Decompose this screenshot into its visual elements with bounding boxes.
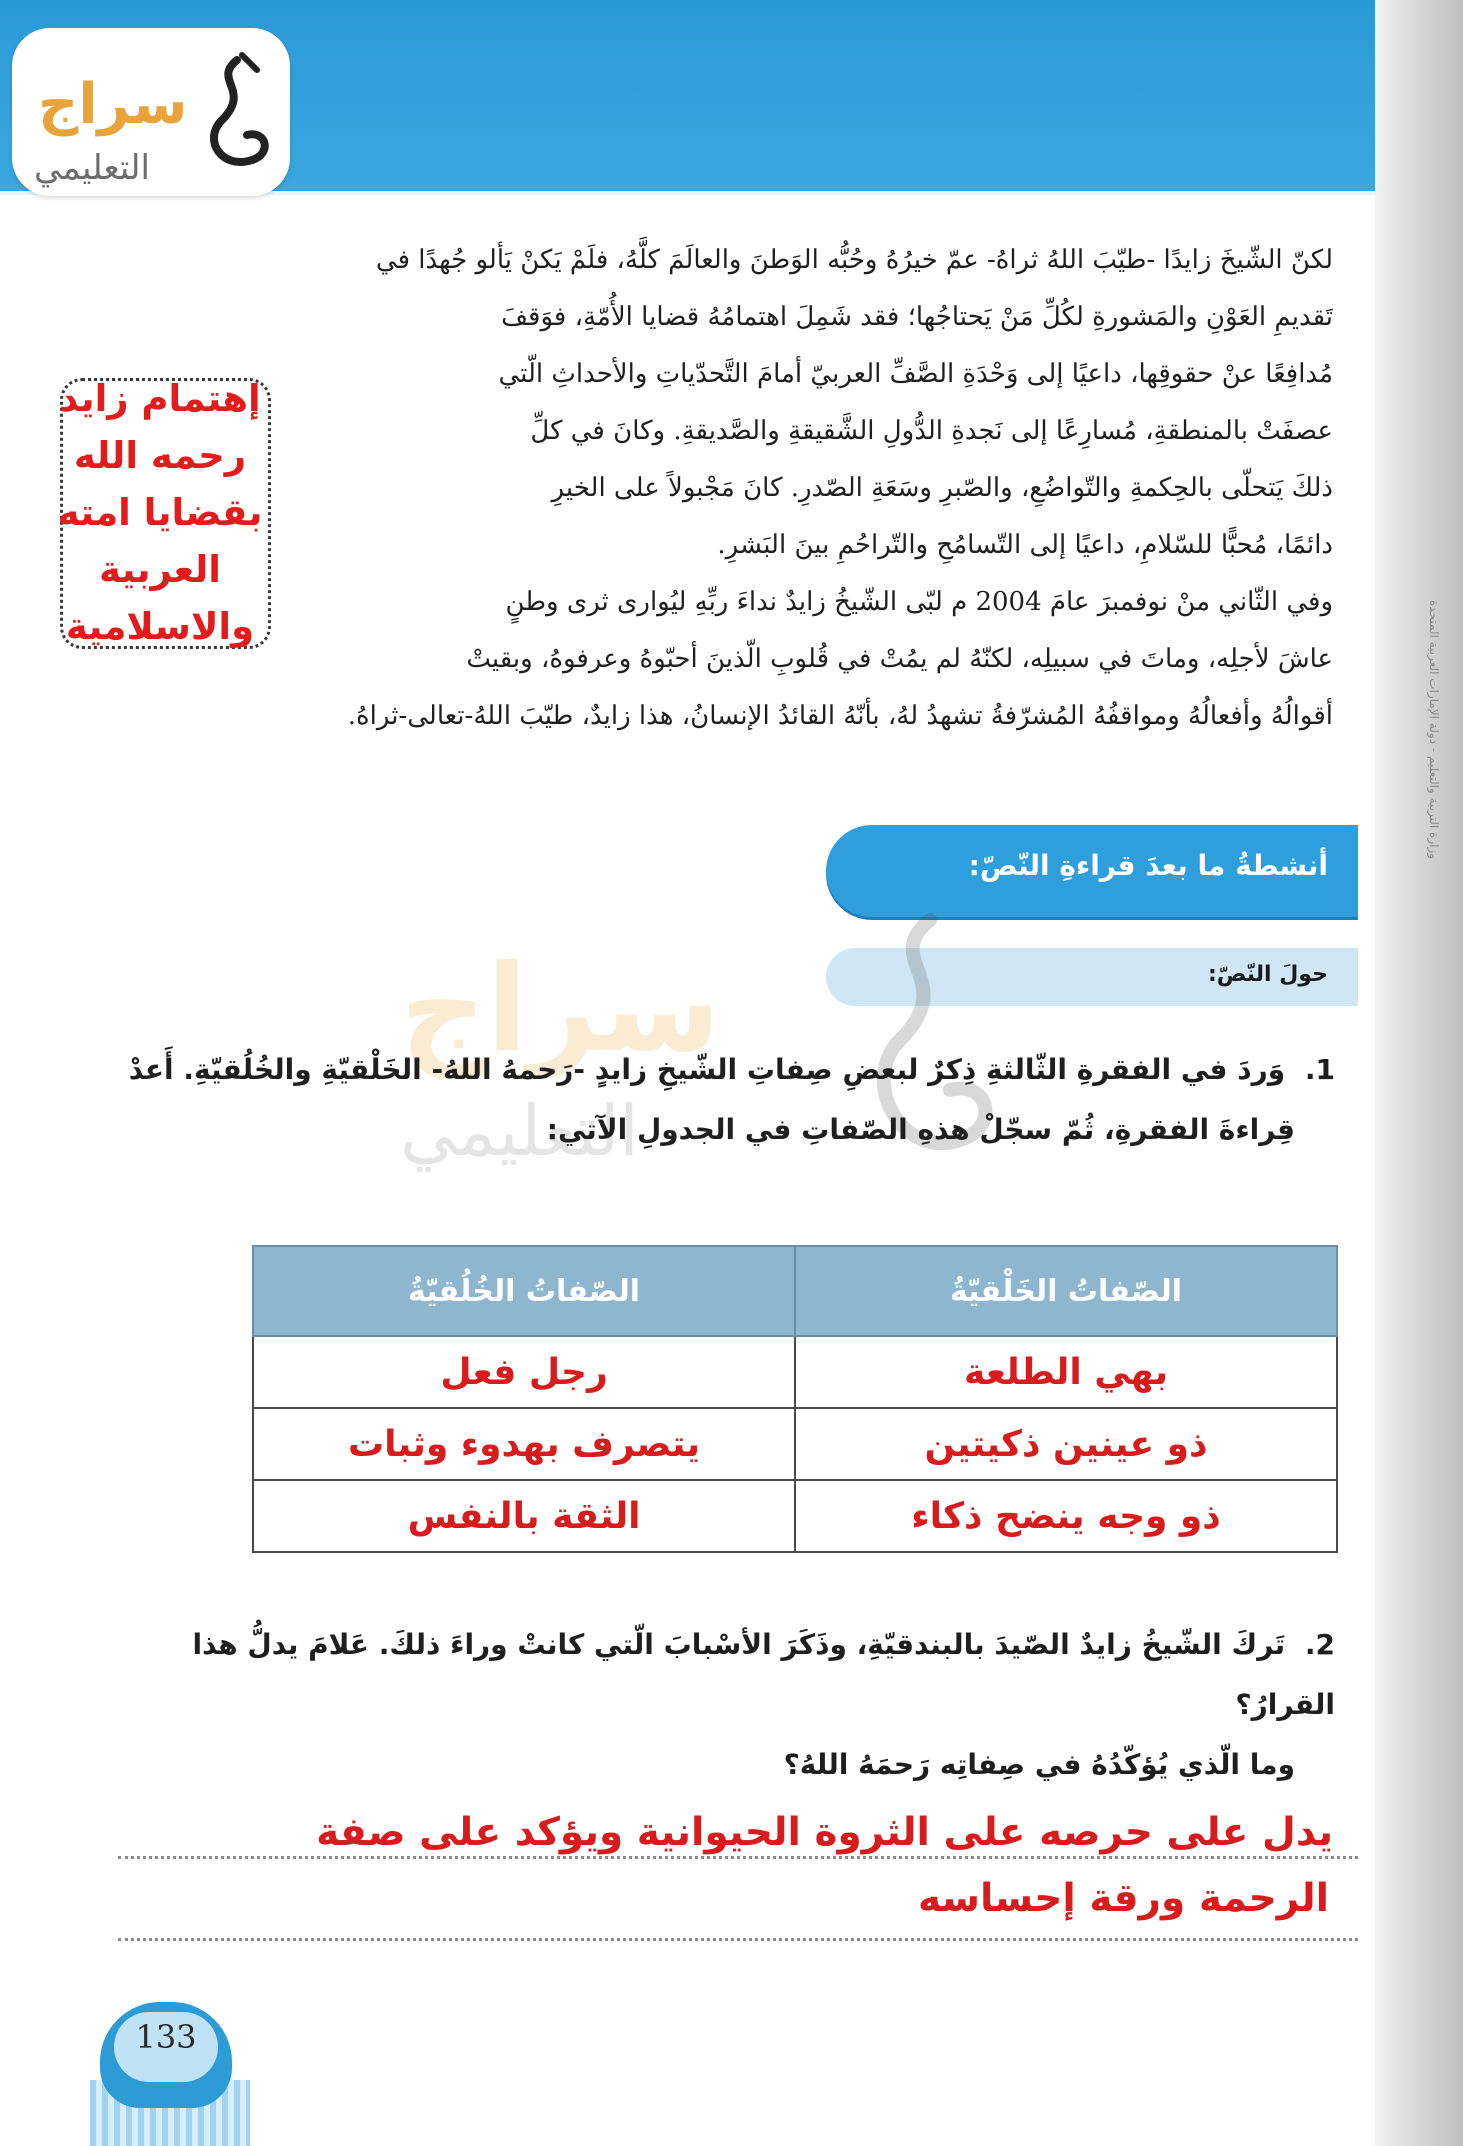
subsection-title: حولَ النّصّ: <box>1208 962 1328 987</box>
section-title: أنشطةُ ما بعدَ قراءةِ النّصّ: <box>968 849 1328 882</box>
body-line: أقوالُهُ وأفعالُهُ ومواقفُهُ المُشرّفةُ تشهدُ لهُ، بأنّهُ القائدُ الإنسانُ، هذا زايدٌ، طيّبَ اللهُ-تعالى-ثراهُ. <box>347 701 1333 731</box>
page-number-badge <box>100 2002 232 2108</box>
page-number: 133 <box>135 2018 197 2056</box>
column-header-moral: الصّفاتُ الخُلُقيّةُ <box>253 1246 795 1336</box>
body-line: ذلكَ يَتحلّى بالحِكمةِ والتّواضُعِ، والصّبرِ وسَعَةِ الصّدرِ. كانَ مَجْبولاً على الخيرِ <box>551 473 1333 503</box>
side-note-line: رحمه الله <box>73 434 247 477</box>
question-2-line <box>115 1615 1335 1735</box>
side-note <box>50 370 270 655</box>
question-2-line <box>115 1735 1335 1795</box>
book-spine <box>1375 0 1463 2146</box>
table-cell: بهي الطلعة <box>795 1336 1337 1408</box>
question-text: تَركَ الشّيخُ زايدٌ الصّيدَ بالبندقيّةِ، وذَكَرَ الأسْبابَ الّتي كانتْ وراءَ ذلكَ. عَلامَ يدلُّ هذا القرارُ؟ <box>192 1628 1335 1721</box>
question-1-line <box>115 1040 1335 1100</box>
body-line: وفي الثّاني منْ نوفمبرَ عامَ 2004 م لبّى الشّيخُ زايدٌ نداءَ ربِّهِ ليُوارى ثرى وطنٍ <box>505 587 1333 617</box>
answer-dotted-line <box>118 1938 1358 1941</box>
question-text: وما الّذي يُؤكّدُهُ في صِفاتِه رَحمَهُ اللهُ؟ <box>783 1748 1295 1781</box>
question-1 <box>115 1040 1335 1160</box>
table-cell: ذو عينين ذكيتين <box>795 1408 1337 1480</box>
table-row <box>253 1408 1337 1480</box>
body-line: عصفَتْ بالمنطقةِ، مُسارِعًا إلى نَجدةِ الدُّولِ الشَّقيقةِ والصَّديقةِ. وكانَ في كلِّ <box>530 416 1333 446</box>
answer-line: الرحمة ورقة إحساسه <box>917 1876 1329 1921</box>
body-paragraph <box>113 232 1333 745</box>
side-note-line: العربية <box>99 548 221 591</box>
side-note-line: والاسلامية <box>65 605 255 648</box>
answer <box>133 1800 1333 1932</box>
question-number: 2. <box>1304 1628 1335 1661</box>
logo-title: سراج <box>38 72 188 137</box>
side-note-line: بقضايا امته <box>57 491 263 534</box>
question-1-line <box>115 1100 1335 1160</box>
body-line: تَقديمِ العَوْنِ والمَشورةِ لكُلِّ مَنْ يَحتاجُها؛ فقد شَمِلَ اهتمامُهُ قضايا الأُمّةِ، فوَقفَ <box>501 302 1333 332</box>
table-cell: الثقة بالنفس <box>253 1480 795 1552</box>
calligraphy-icon <box>182 50 282 180</box>
body-line: عاشَ لأجلِه، وماتَ في سبيلِه، لكنّهُ لم يمُتْ في قُلوبِ الّذينَ أحبّوهُ وعرفوهُ، وبقيتْ <box>466 644 1333 674</box>
side-note-line: إهتمام زايد <box>59 377 261 420</box>
table-cell: ذو وجه ينضح ذكاء <box>795 1480 1337 1552</box>
table-cell: يتصرف بهدوء وثبات <box>253 1408 795 1480</box>
table-cell: رجل فعل <box>253 1336 795 1408</box>
question-text: قِراءةَ الفقرةِ، ثُمّ سجّلْ هذهِ الصّفاتِ في الجدولِ الآتي: <box>546 1113 1295 1146</box>
body-line: مُدافِعًا عنْ حقوقِها، داعيًا إلى وَحْدَةِ الصَّفِّ العربيّ أمامَ التَّحدّياتِ والأحداثِ الّتي <box>498 359 1333 389</box>
column-header-physical: الصّفاتُ الخَلْقيّةُ <box>795 1246 1337 1336</box>
traits-table <box>252 1245 1338 1553</box>
answer-line: يدل على حرصه على الثروة الحيوانية ويؤكد على صفة <box>316 1810 1333 1855</box>
body-line: دائمًا، مُحبًّا للسّلامِ، داعيًا إلى التّسامُحِ والتّراحُمِ بينَ البَشرِ. <box>717 530 1333 560</box>
logo <box>12 28 290 196</box>
question-text: وَردَ في الفقرةِ الثّالثةِ ذِكرٌ لبعضِ صِفاتِ الشّيخِ زايدٍ -رَحمهُ اللهُ- الخَلْقيّةِ والخُلُقيّةِ. أَعدْ <box>128 1053 1286 1086</box>
question-number: 1. <box>1304 1053 1335 1086</box>
table-header-row <box>253 1246 1337 1336</box>
spine-text: وزارة التربية والتعليم - دولة الإمارات العربية المتحدة <box>1427 600 1441 860</box>
table-row <box>253 1336 1337 1408</box>
body-line: لكنّ الشّيخَ زايدًا -طيّبَ اللهُ ثراهُ- عمّ خيرُهُ وحُبُّه الوَطنَ والعالَمَ كلَّهُ، فلَمْ يَكنْ يَألو جُهدًا في <box>375 245 1333 275</box>
question-2 <box>115 1615 1335 1795</box>
table-row <box>253 1480 1337 1552</box>
logo-subtitle: التعليمي <box>34 148 150 188</box>
watermark-title: سراج <box>400 940 721 1079</box>
watermark-subtitle: التعليمي <box>400 1090 639 1172</box>
